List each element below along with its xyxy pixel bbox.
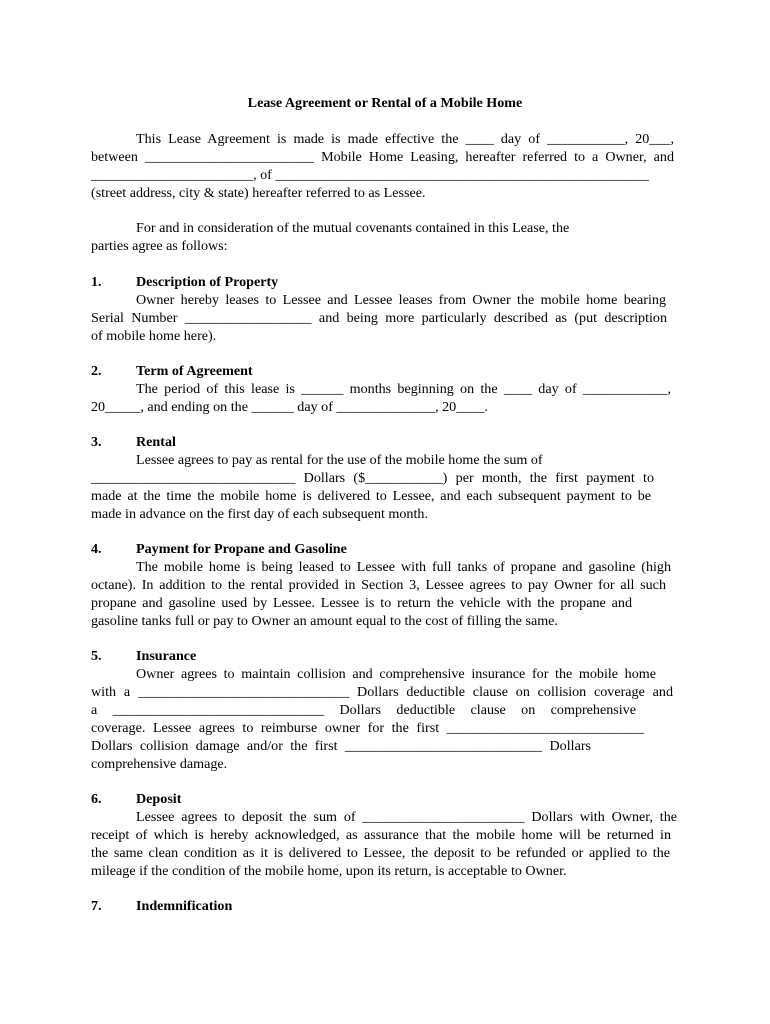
section-line: Lessee agrees to pay as rental for the use of the mobile home the sum of [136,452,543,468]
section-number: 5. [91,648,102,664]
section-heading: Rental [136,434,176,450]
intro-line: This Lease Agreement is made is made effective the ____ day of ___________, 20___, [136,131,674,147]
section-heading: Description of Property [136,274,279,290]
section-line: with a ______________________________ Dollars deductible clause on collision coverage and [91,684,673,700]
consideration-line: For and in consideration of the mutual covenants contained in this Lease, the [136,220,570,236]
section-number: 2. [91,363,102,379]
section-number: 1. [91,274,102,290]
section-line: gasoline tanks full or pay to Owner an amount equal to the cost of filling the same. [91,613,558,629]
section-line: the same clean condition as it is delivered to Lessee, the deposit to be refunded or applied to the [91,845,670,861]
section-heading: Deposit [136,791,182,807]
section-heading: Insurance [136,648,197,664]
section-number: 6. [91,791,102,807]
section-line: Dollars collision damage and/or the first ____________________________ Dollars [91,738,591,754]
section-line: _____________________________ Dollars ($___________) per month, the first payment to [91,470,654,486]
section-line: made in advance on the first day of each subsequent month. [91,506,428,522]
section-line: coverage. Lessee agrees to reimburse owner for the first ____________________________ [91,720,644,736]
section-line: The mobile home is being leased to Lessee with full tanks of propane and gasoline (high [136,559,671,575]
section-line: Serial Number __________________ and being more particularly described as (put description [91,310,667,326]
section-heading: Term of Agreement [136,363,253,379]
intro-line: (street address, city & state) hereafter referred to as Lessee. [91,185,426,201]
section-line: The period of this lease is ______ months beginning on the ____ day of ____________, [136,381,671,397]
section-number: 4. [91,541,102,557]
section-heading: Indemnification [136,898,233,914]
section-line: octane). In addition to the rental provided in Section 3, Lessee agrees to pay Owner for all such [91,577,666,593]
intro-line: _______________________, of _____________________________________________________ [91,167,649,183]
section-line: comprehensive damage. [91,756,228,772]
section-line: Owner agrees to maintain collision and comprehensive insurance for the mobile home [136,666,656,682]
section-line: a ______________________________ Dollars deductible clause on comprehensive [91,702,636,718]
section-line: 20_____, and ending on the ______ day of ______________, 20____. [91,399,488,415]
consideration-line: parties agree as follows: [91,238,228,254]
intro-line: between ________________________ Mobile Home Leasing, hereafter referred to a Owner, and [91,149,674,165]
section-line: mileage if the condition of the mobile home, upon its return, is acceptable to Owner. [91,863,567,879]
section-number: 7. [91,898,102,914]
section-line: receipt of which is hereby acknowledged, as assurance that the mobile home will be returned in [91,827,671,843]
section-line: propane and gasoline used by Lessee. Lessee is to return the vehicle with the propane and [91,595,632,611]
section-heading: Payment for Propane and Gasoline [136,541,347,557]
section-line: of mobile home here). [91,328,217,344]
section-line: made at the time the mobile home is delivered to Lessee, and each subsequent payment to be [91,488,651,504]
section-number: 3. [91,434,102,450]
section-line: Owner hereby leases to Lessee and Lessee leases from Owner the mobile home bearing [136,292,666,308]
document-title: Lease Agreement or Rental of a Mobile Home [247,95,523,111]
section-line: Lessee agrees to deposit the sum of _______________________ Dollars with Owner, the [136,809,677,825]
